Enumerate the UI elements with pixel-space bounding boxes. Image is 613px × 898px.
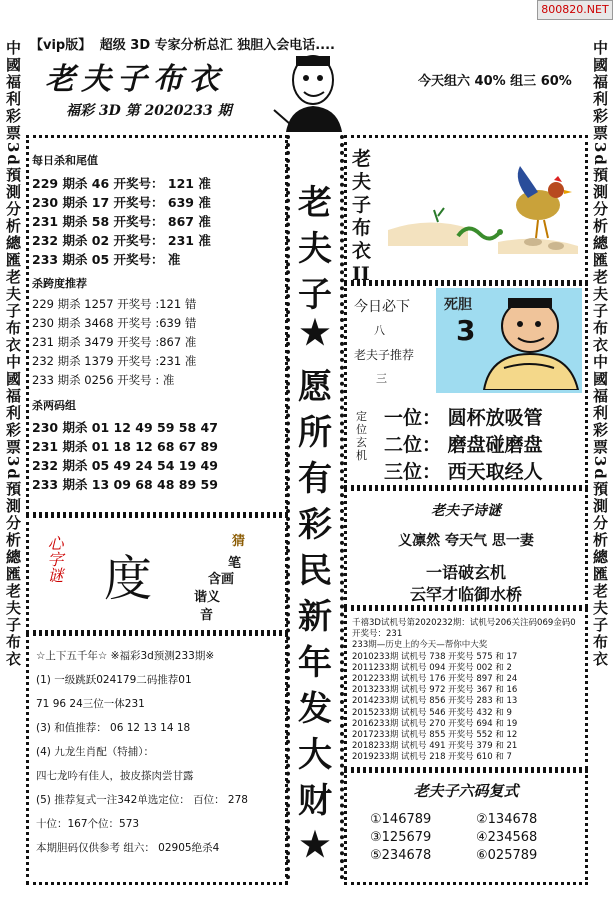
right-title-char: 老 — [352, 148, 372, 170]
dead-pick-badge: 死胆 — [444, 297, 472, 313]
right-title-char: II — [352, 263, 370, 285]
today-label: 今日必下 — [354, 299, 410, 315]
riddle-hint: 音 — [200, 608, 214, 623]
span-kill-row: 231 期杀 3479 开奖号 :867 准 — [32, 335, 197, 349]
stats-content — [32, 152, 282, 494]
right-title-char: 衣 — [352, 240, 372, 262]
history-row: 2017233期 试机号 855 开奖号 552 和 12 — [352, 729, 518, 740]
kill-two-row: 230 期杀 01 12 49 59 58 47 — [32, 420, 218, 435]
position-label-char: 机 — [356, 449, 367, 462]
banner-char: 大 — [298, 735, 332, 775]
banner-char: 有 — [298, 459, 332, 499]
middle-banner — [286, 135, 344, 880]
history-row: 2011233期 试机号 094 开奖号 002 和 2 — [352, 662, 512, 673]
notes-line: 四七龙吟有佳人，披皮搽肉尝甘露 — [36, 770, 194, 782]
history-content — [352, 616, 584, 761]
kill-two-title: 杀两码组 — [32, 399, 76, 412]
history-row: 2014233期 试机号 856 开奖号 283 和 13 — [352, 696, 518, 707]
span-kill-row: 229 期杀 1257 开奖号 :121 错 — [32, 297, 197, 311]
banner-char: 愿 — [298, 367, 332, 407]
recommend-label-2: 三 — [376, 372, 387, 385]
watermark: 800820.NET — [537, 0, 613, 20]
six-code-item: ①146789 — [370, 812, 432, 827]
daily-kill-row: 232 期杀 02 开奖号： 231 准 — [32, 233, 211, 248]
span-kill-row: 230 期杀 3468 开奖号 :639 错 — [32, 316, 197, 330]
notes-line: (5) 推荐复式一注342单选定位： 百位： 278 — [36, 794, 248, 806]
kill-two-row: 232 期杀 05 49 24 54 19 49 — [32, 458, 218, 473]
notes-line: (3) 和值推荐： 06 12 13 14 18 — [36, 722, 191, 734]
position-label-char: 玄 — [356, 436, 367, 449]
tagline: 超级 3D 专家分析总汇 独胆入会电话.... — [99, 38, 335, 53]
six-code-item: ⑥025789 — [476, 848, 538, 863]
daily-kill-row: 233 期杀 05 开奖号： 准 — [32, 252, 181, 267]
span-kill-row: 233 期杀 0256 开奖号 : 准 — [32, 373, 175, 387]
daily-kill-row: 231 期杀 58 开奖号： 867 准 — [32, 214, 211, 229]
history-header-2: 开奖号：231 — [352, 629, 403, 640]
kill-two-row: 231 期杀 01 18 12 68 67 89 — [32, 439, 218, 454]
position-label — [356, 410, 370, 462]
notes-line: 71 96 24三位一体231 — [36, 698, 145, 710]
positions-list — [384, 403, 584, 484]
notes-line: 十位：167个位：573 — [36, 818, 140, 830]
span-kill-row: 232 期杀 1379 开奖号 :231 准 — [32, 354, 197, 368]
history-row: 2013233期 试机号 972 开奖号 367 和 16 — [352, 685, 518, 696]
poem-line: 义凛然 夸天气 思一妻 — [398, 533, 534, 549]
banner-char: 彩 — [298, 505, 332, 545]
banner-star: ★ — [299, 313, 331, 353]
old-master-cartoon — [474, 290, 580, 390]
six-code-item: ⑤234678 — [370, 848, 432, 863]
notes-content — [36, 648, 282, 864]
position-label-char: 位 — [356, 423, 367, 436]
six-code-item: ②134678 — [476, 812, 538, 827]
history-subtitle: 233期—历史上的今天—帮你中大奖 — [352, 640, 488, 651]
cartoon-character-illustration — [268, 50, 350, 132]
banner-char: 夫 — [298, 229, 332, 269]
banner-char: 所 — [298, 413, 332, 453]
poem-line: 一语破玄机 — [425, 563, 506, 582]
six-code-title: 老夫子六码复式 — [413, 782, 519, 800]
right-title-char: 子 — [352, 194, 372, 216]
riddle-hint: 谐义 — [194, 590, 221, 605]
history-row: 2010233期 试机号 738 开奖号 575 和 17 — [352, 651, 518, 662]
six-code-item: ③125679 — [370, 830, 432, 845]
page-title: 老夫子布衣 — [45, 62, 225, 97]
notes-line: (4) 九龙生肖配（特捕）： — [36, 746, 154, 758]
banner-char: 财 — [298, 781, 332, 821]
daily-kill-row: 229 期杀 46 开奖号： 121 准 — [32, 176, 211, 191]
right-decorative-column: 中國福利彩票3d預測分析總匯老夫子布衣中國福利彩票3d預測分析總匯老夫子布衣 — [591, 40, 609, 668]
notes-line: (1) 一级跳跃024179二码推荐01 — [36, 674, 192, 686]
vip-tag: 【vip版】 — [30, 38, 92, 53]
left-decorative-column: 中國福利彩票3d預測分析總匯老夫子布衣中國福利彩票3d預測分析總匯老夫子布衣 — [4, 40, 22, 668]
ratio-label: 今天组六 40% 组三 60% — [418, 74, 572, 89]
riddle-main-char: 度 — [104, 551, 153, 607]
six-code-item: ④234568 — [476, 830, 538, 845]
banner-star: ★ — [299, 825, 331, 865]
header-tagline-row — [30, 34, 450, 52]
banner-char: 新 — [298, 597, 332, 637]
banner-char: 年 — [298, 643, 332, 683]
poem-line: 云罕才临御水桥 — [409, 585, 522, 604]
notes-line: ☆上下五千年☆ ※福彩3d预测233期※ — [36, 650, 215, 662]
history-row: 2016233期 试机号 270 开奖号 694 和 19 — [352, 718, 518, 729]
position-row: 一位： 圆杯放吸管 — [384, 407, 543, 429]
riddle-stamp: 心字谜 — [45, 535, 64, 583]
kill-two-row: 233 期杀 13 09 68 48 89 59 — [32, 477, 218, 492]
issue-label: 福彩 3D 第 2020233 期 — [66, 103, 232, 119]
banner-char: 子 — [298, 275, 332, 315]
riddle-hint: 猜 — [232, 534, 246, 549]
history-row: 2012233期 试机号 176 开奖号 897 和 24 — [352, 673, 518, 684]
poem-title: 老夫子诗谜 — [431, 503, 501, 519]
recommend-label: 老夫子推荐 — [354, 348, 415, 362]
notes-line: 本期胆码仅供参考 组六： 02905绝杀4 — [36, 842, 220, 854]
daily-kill-row: 230 期杀 17 开奖号： 639 准 — [32, 195, 211, 210]
history-header: 千禧3D试机号第2020232期：试机号206关注码069金码0 — [352, 618, 576, 628]
right-title-vertical — [352, 148, 376, 286]
span-kill-title: 杀跨度推荐 — [32, 277, 87, 290]
position-label-char: 定 — [356, 410, 367, 423]
banner-char: 发 — [298, 689, 332, 729]
banner-char: 民 — [298, 551, 332, 591]
history-row: 2015233期 试机号 546 开奖号 432 和 9 — [352, 707, 512, 718]
banner-char: 老 — [298, 183, 332, 223]
position-row: 三位： 西天取经人 — [384, 461, 543, 483]
right-title-char: 夫 — [352, 171, 372, 193]
dead-pick-number: 3 — [456, 314, 476, 347]
position-row: 二位： 磨盘碰磨盘 — [384, 434, 543, 456]
history-row: 2019233期 试机号 218 开奖号 610 和 7 — [352, 752, 512, 763]
riddle-hint: 笔 — [228, 556, 242, 571]
history-row: 2018233期 试机号 491 开奖号 379 和 21 — [352, 741, 518, 752]
riddle-hint: 含画 — [208, 572, 235, 587]
right-title-char: 布 — [352, 217, 372, 239]
rooster-snake-illustration — [388, 150, 583, 262]
daily-kill-title: 每日杀和尾值 — [32, 154, 98, 167]
today-label-2: 八 — [374, 324, 385, 337]
